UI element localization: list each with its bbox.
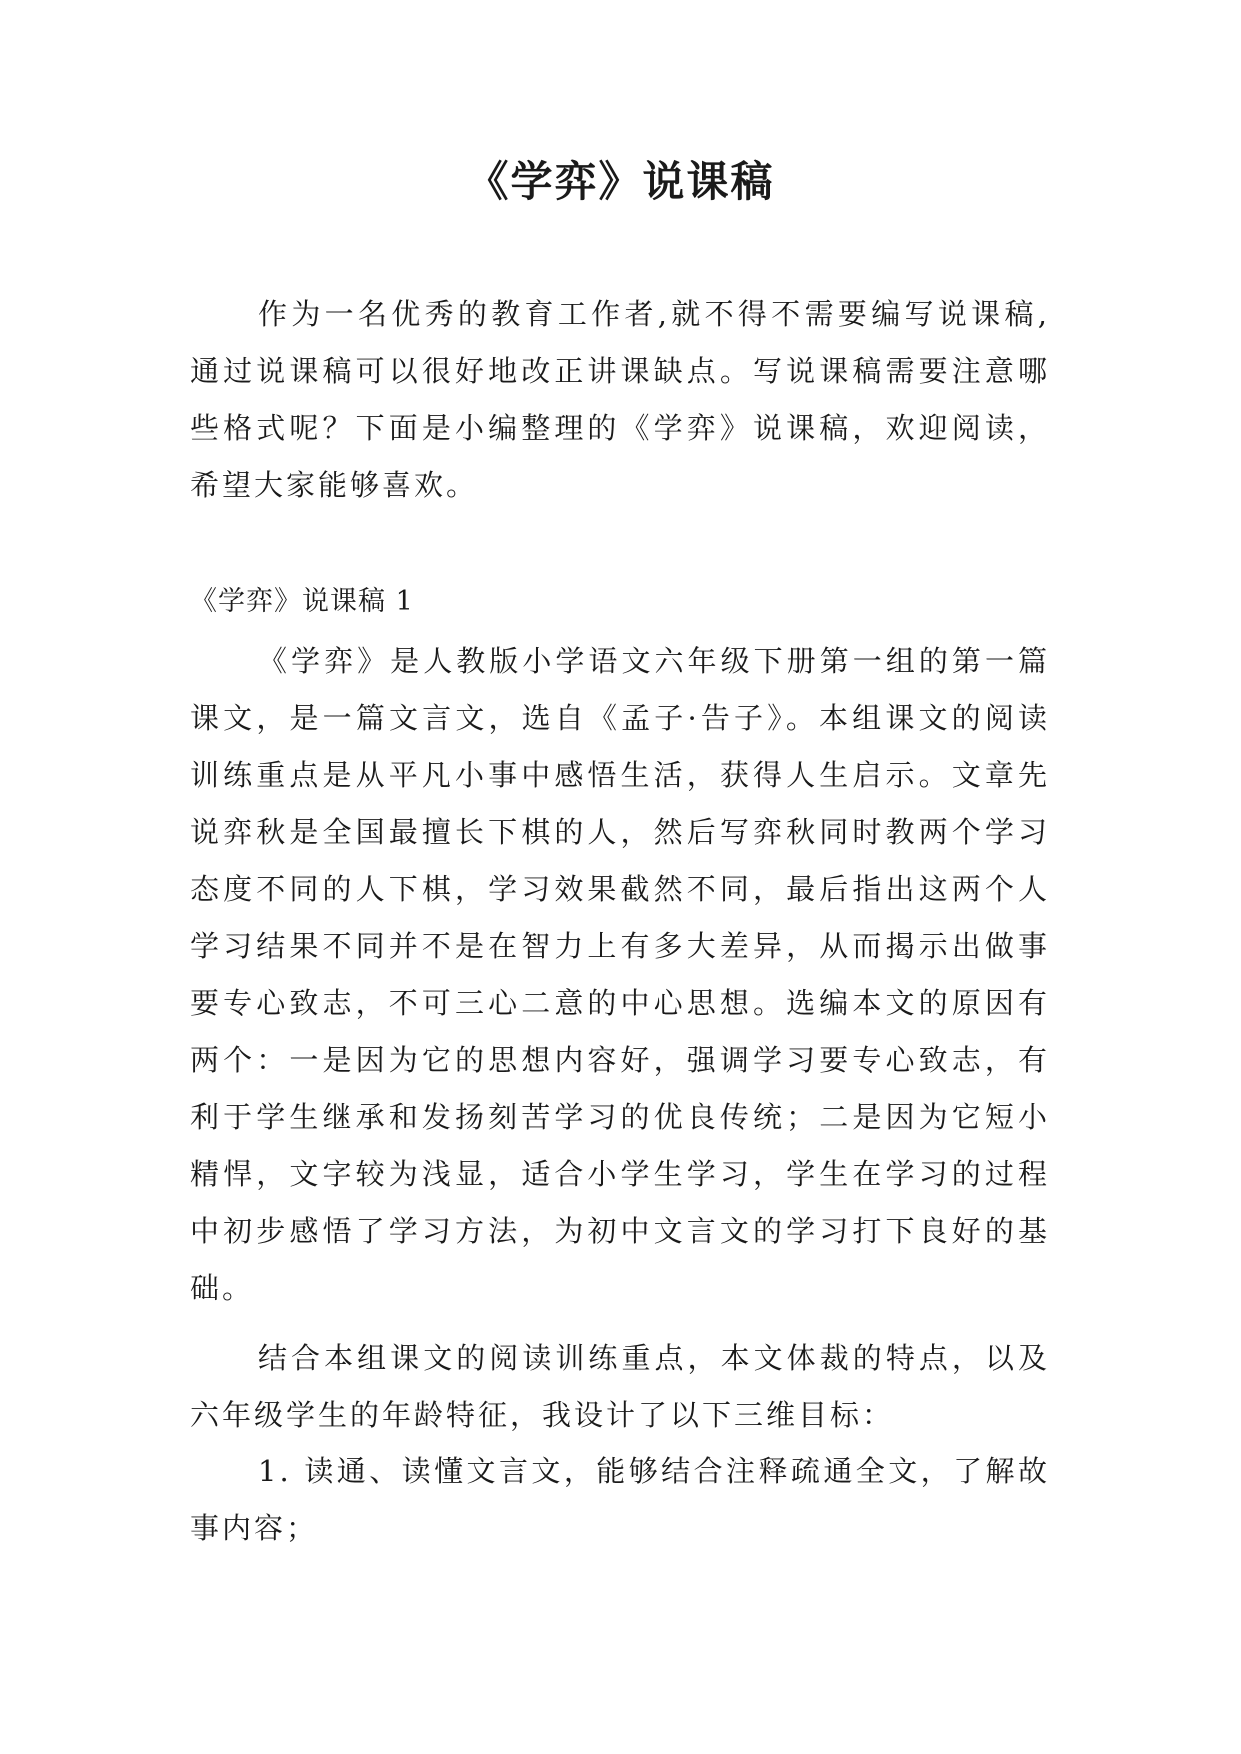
document-title: 《学弈》说课稿 <box>466 157 775 206</box>
body-paragraph: 《学弈》是人教版小学语文六年级下册第一组的第一篇课文，是一篇文言文，选自《孟子·告子》。本组课文的阅读训练重点是从平凡小事中感悟生活，获得人生启示。文章先说弈秋是全国最擅长下棋的人，然后写弈秋同时教两个学习态度不同的人下棋，学习效果截然不同，最后指出这两个人学习结果不同并不是在智力上有多大差异，从而揭示出做事要专心致志，不可三心二意的中心思想。选编本文的原因有两个：一是因为它的思想内容好，强调学习要专心致志，有利于学生继承和发扬刻苦学习的优良传统；二是因为它短小精悍，文字较为浅显，适合小学生学习，学生在学习的过程中初步感悟了学习方法，为初中文言文的学习打下良好的基础。 <box>190 644 1050 1305</box>
section-heading: 《学弈》说课稿 1 <box>190 586 414 617</box>
intro-paragraph: 作为一名优秀的教育工作者,就不得不需要编写说课稿,通过说课稿可以很好地改正讲课缺点。写说课稿需要注意哪些格式呢？下面是小编整理的《学弈》说课稿，欢迎阅读，希望大家能够喜欢。 <box>190 297 1050 502</box>
body-paragraph: 结合本组课文的阅读训练重点，本文体裁的特点，以及六年级学生的年龄特征，我设计了以下三维目标： <box>190 1341 1050 1432</box>
objective-list-item: 1. 读通、读懂文言文，能够结合注释疏通全文，了解故事内容； <box>190 1454 1050 1545</box>
